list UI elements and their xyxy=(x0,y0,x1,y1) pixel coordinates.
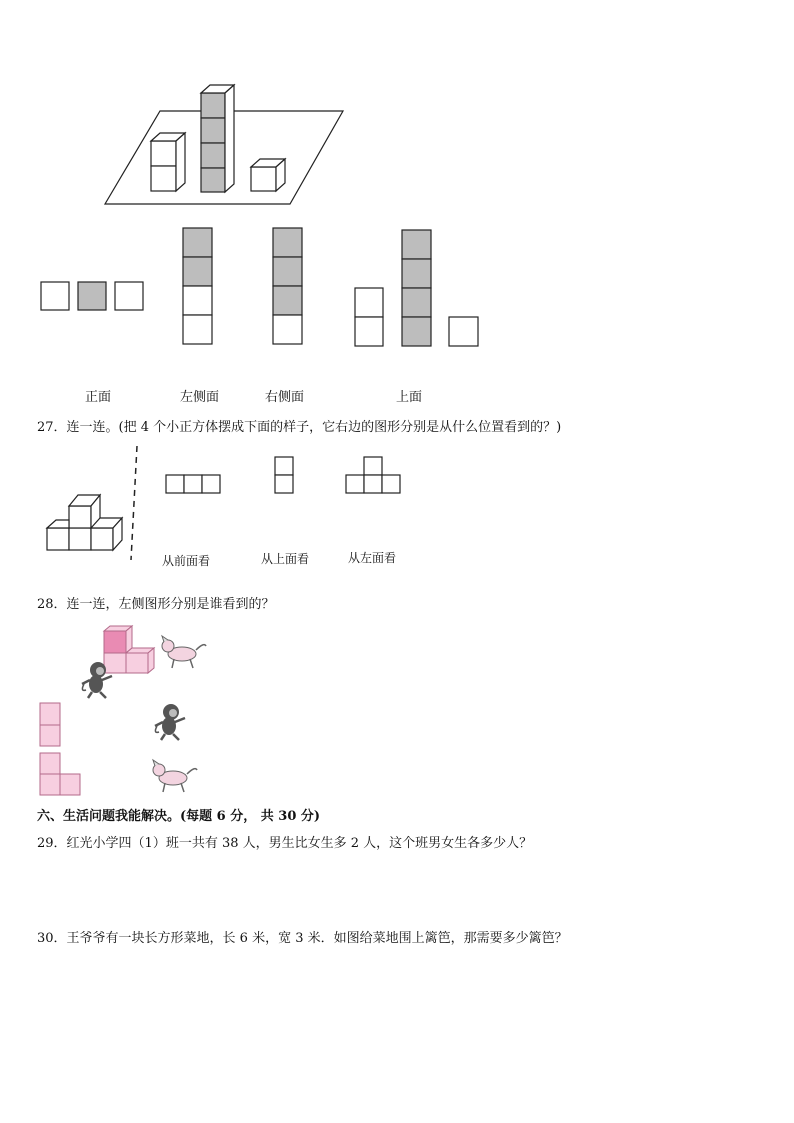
q27-option-top: 从上面看 xyxy=(261,552,310,566)
pink-shape-column xyxy=(40,703,60,746)
q27-option-left: 从左面看 xyxy=(348,551,397,565)
pink-shape-l xyxy=(40,753,80,795)
dog-icon xyxy=(162,636,206,668)
left-label: 左侧面 xyxy=(180,390,220,405)
q28-text: 28．连一连，左侧图形分别是谁看到的？ xyxy=(37,597,275,612)
dog-icon xyxy=(153,760,197,792)
front-label: 正面 xyxy=(85,390,112,405)
q27-text: 27．连一连。(把 4 个小正方体摆成下面的样子，它右边的图形分别是从什么位置看到的？) xyxy=(37,420,562,435)
top-label: 上面 xyxy=(396,390,423,405)
q29-text: 29．红光小学四（1）班一共有 38 人，男生比女生多 2 人，这个班男女生各多少人？ xyxy=(37,836,533,851)
pink-block-3d xyxy=(104,626,154,673)
monkey-icon xyxy=(155,704,185,740)
right-label: 右侧面 xyxy=(265,390,305,405)
section6-title: 六、生活问题我能解决。(每题 6 分， 共 30 分) xyxy=(37,809,321,824)
q27-option-front: 从前面看 xyxy=(162,554,211,568)
q30-text: 30．王爷爷有一块长方形菜地，长 6 米，宽 3 米．如图给菜地围上篱笆，那需要多少篱笆？ xyxy=(37,931,568,946)
